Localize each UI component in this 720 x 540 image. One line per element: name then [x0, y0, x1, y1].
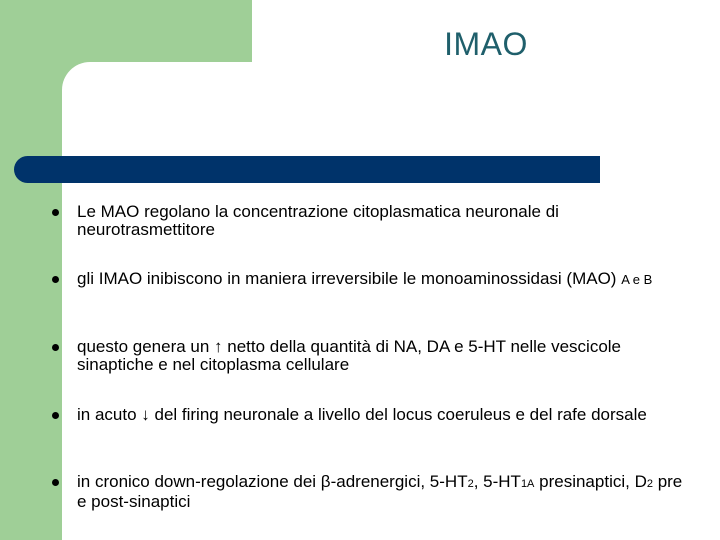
bullet-item [50, 406, 690, 424]
bullet-text-part: , 5-HT [473, 472, 521, 491]
bullet-text-tail: A e B [621, 272, 653, 287]
bullet-item [50, 338, 690, 374]
bullet-dot-icon [52, 412, 59, 419]
bullet-text [77, 270, 690, 289]
bullet-text-main: gli IMAO inibiscono in maniera irreversibile le monoaminossidasi (MAO) [77, 269, 622, 288]
bullet-dot-icon [52, 344, 59, 351]
title-divider-bar [14, 156, 600, 183]
bullet-text: in acuto ↓ del firing neuronale a livello del locus coeruleus e del rafe dorsale [77, 405, 647, 424]
bullet-text-part: in cronico down-regolazione dei β-adrenergici, 5-HT [77, 472, 468, 491]
bullet-dot-icon [52, 276, 59, 283]
bullet-dot-icon [52, 209, 59, 216]
bullet-dot-icon [52, 479, 59, 486]
subscript: 2 [646, 478, 653, 490]
slide-title: IMAO [444, 26, 528, 62]
bullet-text: questo genera un ↑ netto della quantità di NA, DA e 5-HT nelle vescicole sinaptiche e nel citoplasma cellulare [77, 337, 622, 374]
bullet-text-part: pre e post-sinaptici [77, 472, 683, 511]
subscript: 1A [520, 478, 535, 490]
bullet-text-part: presinaptici, D [534, 472, 647, 491]
bullet-item [50, 203, 690, 239]
bullet-text: Le MAO regolano la concentrazione citoplasmatica neuronale di neurotrasmettitore [77, 202, 559, 239]
bullet-item [50, 270, 690, 289]
content-panel [62, 62, 720, 540]
subscript: 2 [467, 478, 474, 490]
bullet-item [50, 473, 690, 511]
bullet-text [77, 473, 690, 511]
